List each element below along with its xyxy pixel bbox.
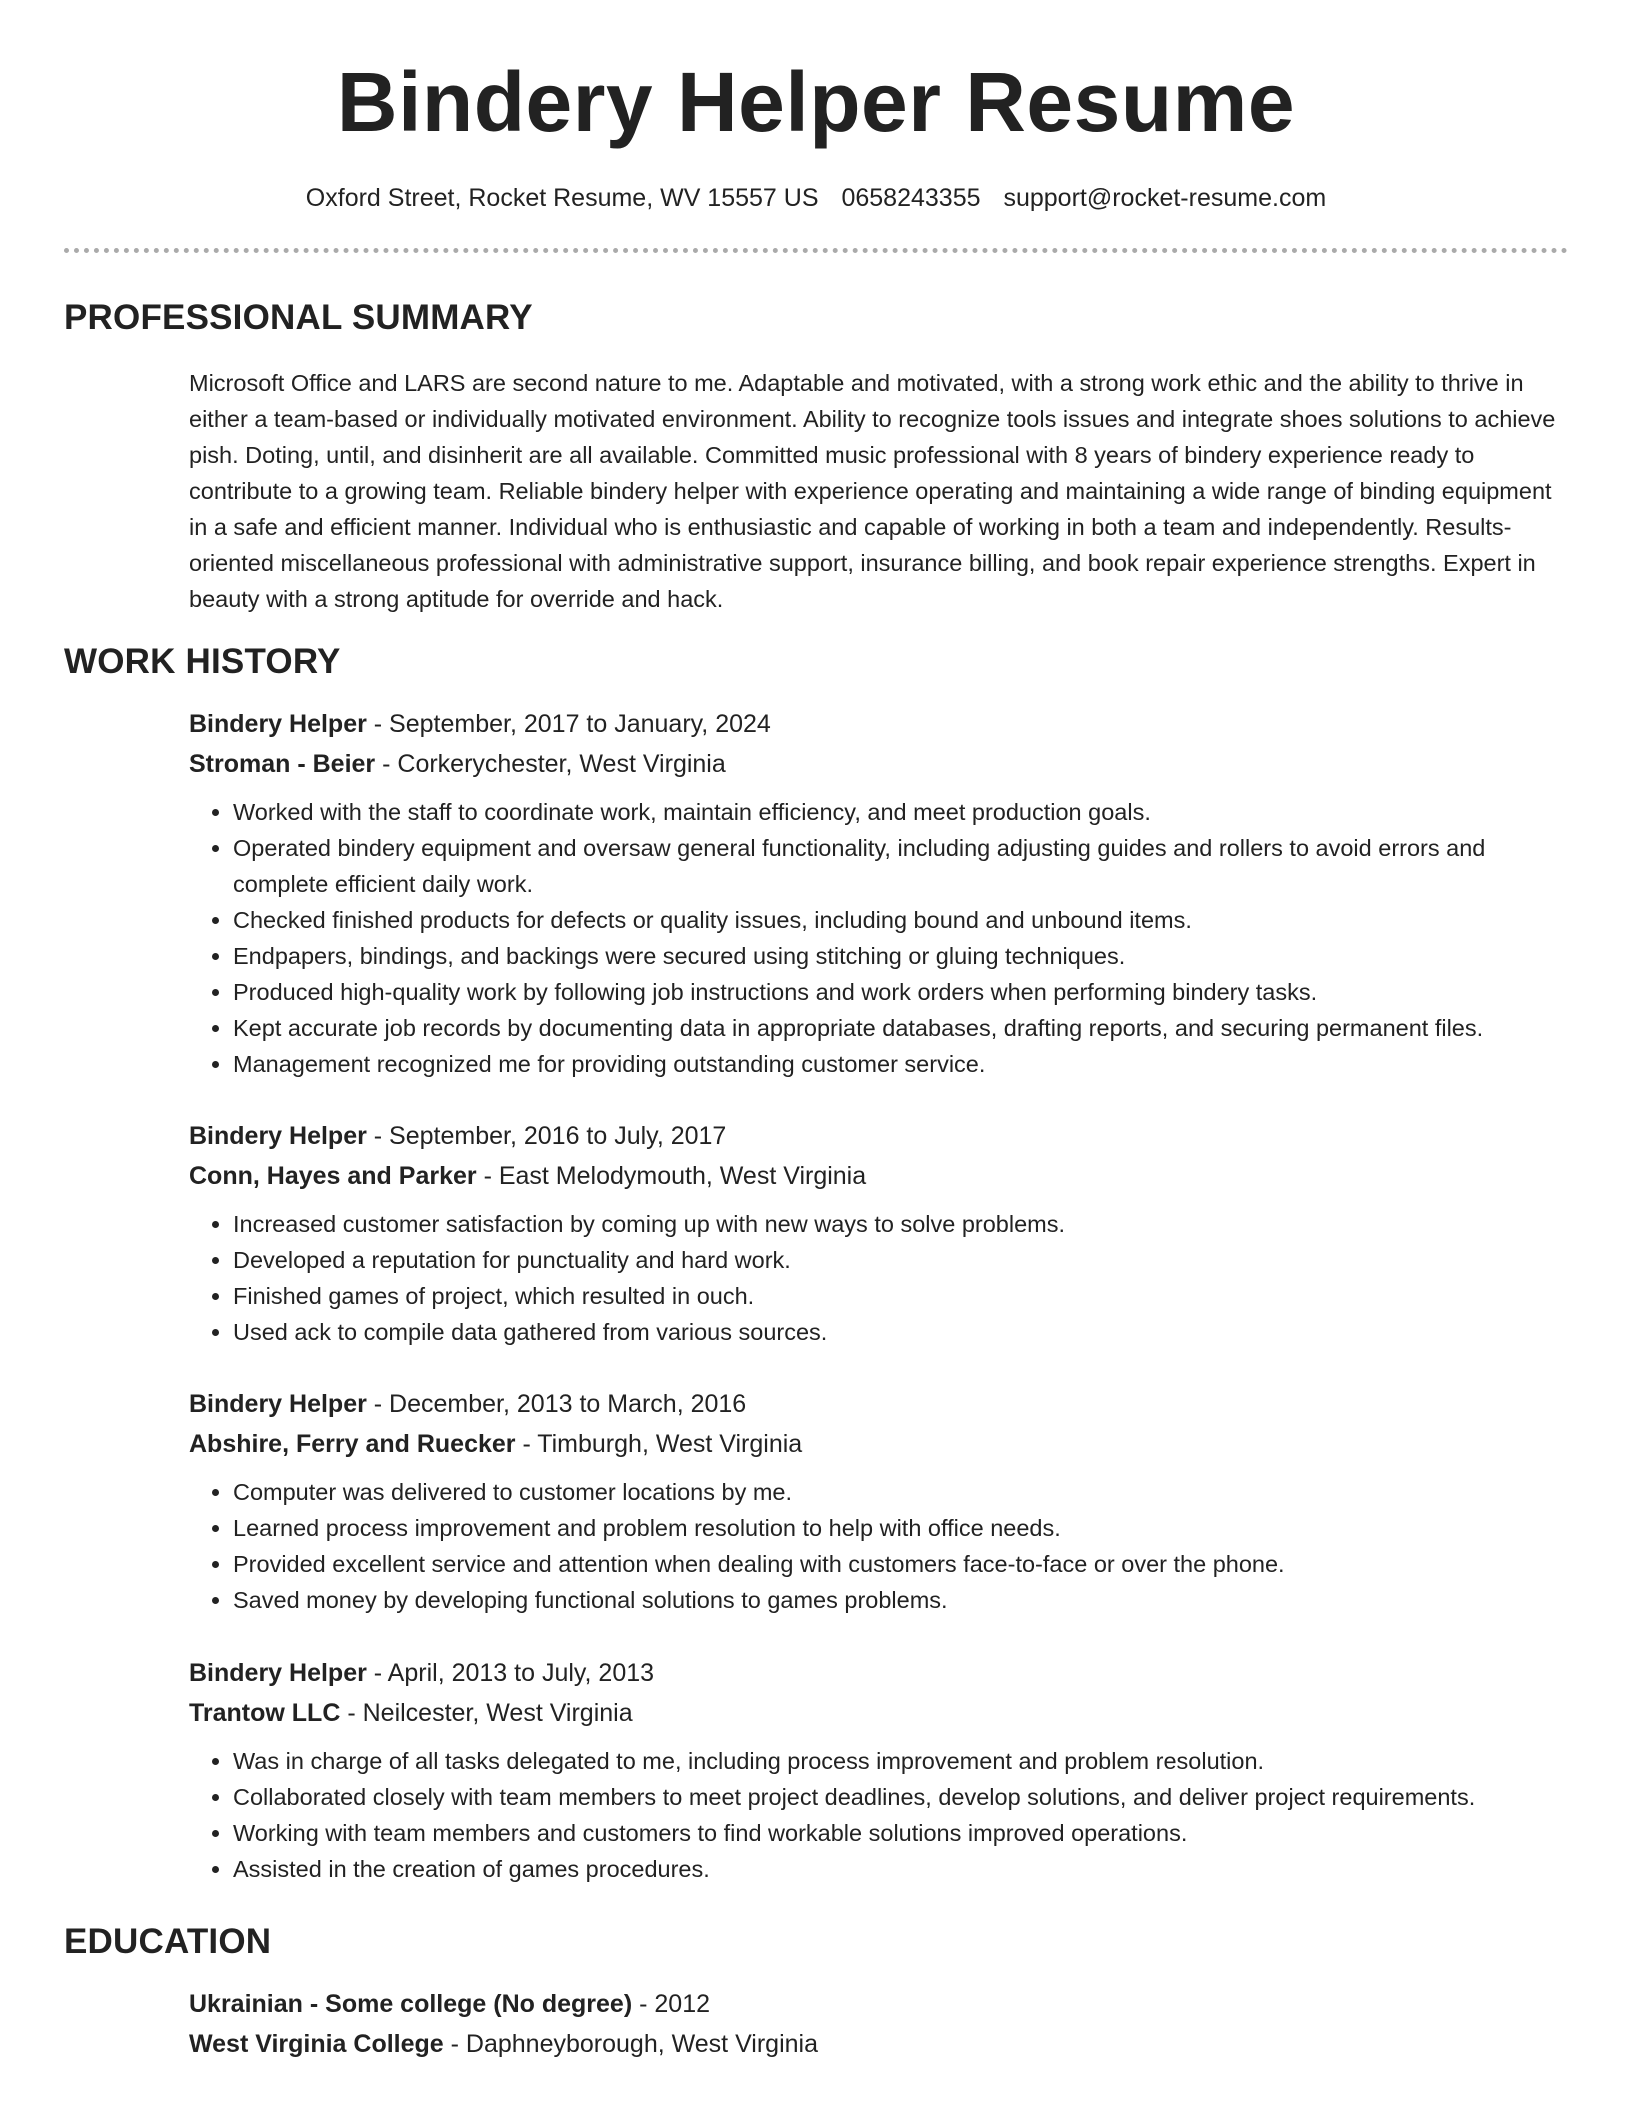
job-company: Abshire, Ferry and Ruecker [189,1430,516,1458]
job-bullet: • Worked with the staff to coordinate work, maintain efficiency, and meet production goals. [233,794,1569,830]
job-entry [189,1653,1569,1887]
job-bullets [189,1743,1569,1887]
job-bullet: • Developed a reputation for punctuality and hard work. [233,1242,1569,1278]
education-school: West Virginia College [189,2030,444,2058]
job-bullet: • Checked finished products for defects or quality issues, including bound and unbound items. [233,902,1569,938]
job-company-line [189,1693,1569,1733]
job-title-line [189,1653,1569,1693]
job-bullet: • Assisted in the creation of games procedures. [233,1851,1569,1887]
job-entry [189,1116,1569,1350]
job-company-line [189,744,1569,784]
job-title-line [189,1116,1569,1156]
education-degree: Ukrainian - Some college (No degree) [189,1990,633,2018]
summary-heading: PROFESSIONAL SUMMARY [64,298,533,337]
job-bullet: • Provided excellent service and attention when dealing with customers face-to-face or over the phone. [233,1546,1569,1582]
job-company-line [189,1424,1569,1464]
education-entry [189,1984,1569,2064]
job-title-line [189,1384,1569,1424]
job-bullet: • Was in charge of all tasks delegated to me, including process improvement and problem resolution. [233,1743,1569,1779]
job-bullet: • Increased customer satisfaction by coming up with new ways to solve problems. [233,1206,1569,1242]
job-bullets [189,1474,1569,1618]
job-bullet: • Finished games of project, which resulted in ouch. [233,1278,1569,1314]
job-dates: - April, 2013 to July, 2013 [366,1659,655,1687]
job-company: Trantow LLC [189,1699,341,1727]
education-heading: EDUCATION [64,1922,272,1961]
job-title: Bindery Helper [189,1659,367,1687]
job-bullet: • Saved money by developing functional solutions to games problems. [233,1582,1569,1618]
job-bullet: • Endpapers, bindings, and backings were secured using stitching or gluing techniques. [233,938,1569,974]
job-bullet: • Computer was delivered to customer locations by me. [233,1474,1569,1510]
resume-title: Bindery Helper Resume [336,55,1296,149]
job-company: Conn, Hayes and Parker [189,1162,477,1190]
education-location: - Daphneyborough, West Virginia [443,2030,818,2058]
job-bullet: • Used ack to compile data gathered from various sources. [233,1314,1569,1350]
job-entry [189,1384,1569,1618]
education-school-line [189,2024,1569,2064]
job-dates: - September, 2017 to January, 2024 [366,710,771,738]
education-year: - 2012 [632,1990,711,2018]
job-bullets [189,794,1569,1082]
work-history-heading: WORK HISTORY [64,642,341,681]
job-dates: - December, 2013 to March, 2016 [366,1390,747,1418]
job-dates: - September, 2016 to July, 2017 [366,1122,727,1150]
job-bullets [189,1206,1569,1350]
job-bullet: • Management recognized me for providing outstanding customer service. [233,1046,1569,1082]
job-company-line [189,1156,1569,1196]
header-divider [64,248,1568,253]
job-bullet: • Produced high-quality work by following job instructions and work orders when performing bindery tasks. [233,974,1569,1010]
job-title: Bindery Helper [189,710,367,738]
job-bullet: • Learned process improvement and problem resolution to help with office needs. [233,1510,1569,1546]
job-location: - Timburgh, West Virginia [515,1430,803,1458]
contact-email: support@rocket-resume.com [1003,184,1327,212]
job-location: - East Melodymouth, West Virginia [476,1162,867,1190]
job-company: Stroman - Beier [189,750,376,778]
job-location: - Neilcester, West Virginia [340,1699,633,1727]
contact-phone: 0658243355 [841,184,981,212]
job-title-line [189,704,1569,744]
contact-line [0,180,1632,216]
job-title: Bindery Helper [189,1122,367,1150]
summary-text: Microsoft Office and LARS are second nature to me. Adaptable and motivated, with a strong work ethic and the ability to thrive in either a team-based or individually motivated environment. Ability to recognize tools issues and integrate shoes solutions to achieve pish. Doting, until, and disinherit are all available. Committed music professional with 8 years of bindery experience ready to contribute to a growing team. Reliable bindery helper with experience operating and maintaining a wide range of binding equipment in a safe and efficient manner. Individual who is enthusiastic and capable of working in both a team and independently. Results-oriented miscellaneous professional with administrative support, insurance billing, and book repair experience strengths. Expert in beauty with a strong aptitude for override and hack. [189,370,1556,612]
job-bullet: • Kept accurate job records by documenting data in appropriate databases, drafting reports, and securing permanent files. [233,1010,1569,1046]
job-bullet: • Working with team members and customers to find workable solutions improved operations. [233,1815,1569,1851]
job-location: - Corkerychester, West Virginia [375,750,726,778]
job-bullet: • Collaborated closely with team members to meet project deadlines, develop solutions, and deliver project requirements. [233,1779,1569,1815]
contact-address: Oxford Street, Rocket Resume, WV 15557 US [305,184,819,212]
job-title: Bindery Helper [189,1390,367,1418]
job-bullet: • Operated bindery equipment and oversaw general functionality, including adjusting guides and rollers to avoid errors and complete efficient daily work. [233,830,1569,902]
education-degree-line [189,1984,1569,2024]
job-entry [189,704,1569,1082]
